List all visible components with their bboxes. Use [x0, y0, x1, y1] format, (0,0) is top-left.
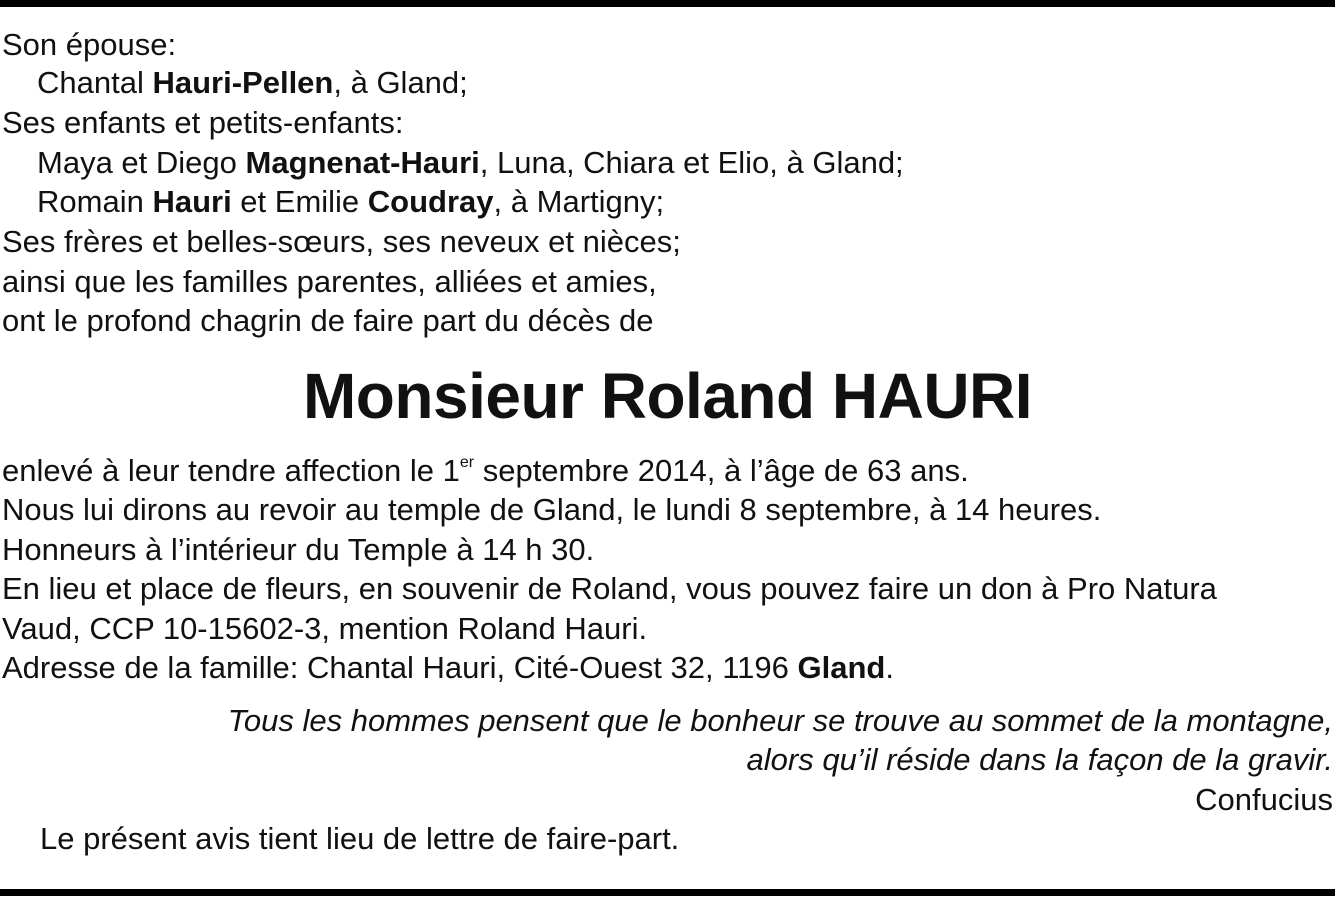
service-line [2, 491, 1101, 529]
announcement-line [2, 302, 653, 340]
announcement-text: ont le profond chagrin de faire part du décès de [2, 303, 654, 338]
donation-text-1: En lieu et place de fleurs, en souvenir de Roland, vous pouvez faire un don à Pro Natura [2, 571, 1217, 606]
spouse-last-name: Hauri-Pellen [152, 65, 334, 100]
child1-rest: , Luna, Chiara et Elio, à Gland; [479, 145, 904, 180]
child2-first-name: Romain [37, 184, 153, 219]
notice-text: Le présent avis tient lieu de lettre de faire-part. [40, 821, 680, 856]
death-text-end: septembre 2014, à l’âge de 63 ans. [474, 453, 969, 488]
spouse-heading [2, 26, 176, 64]
donation-line-2 [2, 610, 647, 648]
death-line [2, 452, 969, 490]
bottom-rule [0, 889, 1335, 896]
spouse-heading-text: Son épouse: [2, 27, 177, 62]
child2-location: , à Martigny; [493, 184, 665, 219]
deceased-name: Monsieur Roland HAURI [302, 360, 1033, 432]
service-text: Nous lui dirons au revoir au temple de Gland, le lundi 8 septembre, à 14 heures. [2, 492, 1102, 527]
child2-last-name: Hauri [152, 184, 232, 219]
honours-text: Honneurs à l’intérieur du Temple à 14 h 30. [2, 532, 595, 567]
child1-last-name: Magnenat-Hauri [245, 145, 480, 180]
quote-line-1: Tous les hommes pensent que le bonheur se trouve au sommet de la montagne, [227, 703, 1333, 738]
quote-line-2: alors qu’il réside dans la façon de la gravir. [746, 742, 1333, 777]
child2-partner-last-name: Coudray [367, 184, 494, 219]
child-line-1 [37, 144, 904, 182]
address-end: . [885, 650, 894, 685]
address-text: Adresse de la famille: Chantal Hauri, Cité-Ouest 32, 1196 [2, 650, 798, 685]
child1-first-names: Maya et Diego [37, 145, 246, 180]
donation-line-1 [2, 570, 1217, 608]
spouse-line [37, 64, 468, 102]
siblings-line [2, 223, 681, 261]
child-line-2 [37, 183, 664, 221]
honours-line [2, 531, 594, 569]
ordinal-suffix: er [459, 454, 475, 471]
address-line [2, 649, 894, 687]
death-text-start: enlevé à leur tendre affection le 1 [2, 453, 460, 488]
donation-text-2: Vaud, CCP 10-15602-3, mention Roland Hauri. [2, 611, 648, 646]
spouse-first-name: Chantal [37, 65, 153, 100]
relatives-text: ainsi que les familles parentes, alliées et amies, [2, 264, 657, 299]
relatives-line [2, 263, 657, 301]
children-heading-text: Ses enfants et petits-enfants: [2, 105, 404, 140]
address-city: Gland [797, 650, 886, 685]
child2-partner-first-name: et Emilie [231, 184, 368, 219]
spouse-location: , à Gland; [333, 65, 468, 100]
siblings-text: Ses frères et belles-sœurs, ses neveux et nièces; [2, 224, 681, 259]
children-heading [2, 104, 404, 142]
notice-line [40, 820, 679, 858]
top-rule [0, 0, 1335, 7]
quote-author: Confucius [1195, 782, 1333, 817]
